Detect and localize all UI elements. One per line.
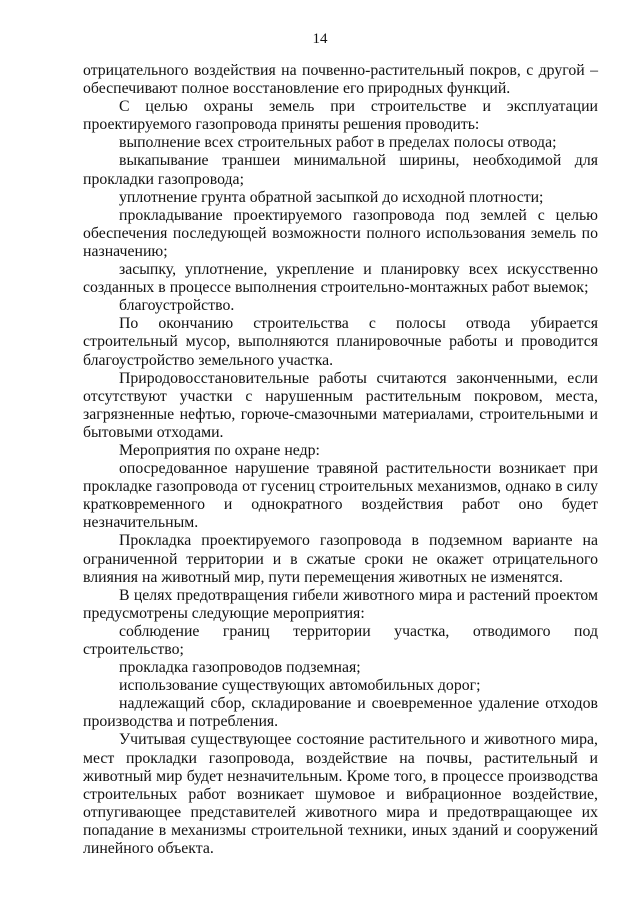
body-text <box>83 62 598 858</box>
page-number: 14 <box>312 31 328 47</box>
list-item: надлежащий сбор, складирование и своевременное удаление отходов производства и потребления. <box>83 695 598 731</box>
section-heading: Мероприятия по охране недр: <box>119 441 320 459</box>
paragraph: отрицательного воздействия на почвенно-растительный покров, с другой – обеспечивают полное восстановление его природных функций. <box>83 62 598 98</box>
paragraph: Природовосстановительные работы считаются законченными, если отсутствуют участки с нарушенным растительным покровом, места, загрязненные нефтью, горюче-смазочными материалами, строительными и бытовыми отходами. <box>83 369 598 441</box>
list-item: прокладывание проектируемого газопровода под землей с целью обеспечения последующей возможности полного использования земель по назначению; <box>83 206 598 260</box>
paragraph: Учитывая существующее состояние растительного и животного мира, мест прокладки газопровода, воздействие на почвы, растительный и животный мир будет незначительным. Кроме того, в процессе производства строительных работ возникает шумовое и вибрационное воздействие, отпугивающее представителей животного мира и предотвращающее их попадание в механизмы строительной техники, иных зданий и сооружений линейного объекта. <box>83 731 598 858</box>
paragraph: Прокладка проектируемого газопровода в подземном варианте на ограниченной территории и в сжатые сроки не окажет отрицательного влияния на животный мир, пути перемещения животных не изменятся. <box>83 532 598 586</box>
list-item: соблюдение границ территории участка, отводимого под строительство; <box>83 622 598 658</box>
list-item: выкапывание траншеи минимальной ширины, необходимой для прокладки газопровода; <box>83 152 598 188</box>
list-item: засыпку, уплотнение, укрепление и планировку всех искусственно созданных в процессе выполнения строительно-монтажных работ выемок; <box>83 261 598 297</box>
list-item: прокладка газопроводов подземная; <box>119 659 361 677</box>
list-item: выполнение всех строительных работ в пределах полосы отвода; <box>119 134 557 152</box>
list-item: уплотнение грунта обратной засыпкой до исходной плотности; <box>119 188 544 206</box>
list-item: опосредованное нарушение травяной растительности возникает при прокладке газопровода от гусениц строительных механизмов, однако в силу кратковременного и однократного воздействия работ оно будет незначительным. <box>83 460 598 532</box>
paragraph: В целях предотвращения гибели животного мира и растений проектом предусмотрены следующие мероприятия: <box>83 586 598 622</box>
list-item: благоустройство. <box>119 297 235 315</box>
paragraph: По окончанию строительства с полосы отвода убирается строительный мусор, выполняются планировочные работы и проводится благоустройство земельного участка. <box>83 315 598 369</box>
list-item: использование существующих автомобильных дорог; <box>119 677 481 695</box>
paragraph: С целью охраны земель при строительстве и эксплуатации проектируемого газопровода приняты решения проводить: <box>83 98 598 134</box>
